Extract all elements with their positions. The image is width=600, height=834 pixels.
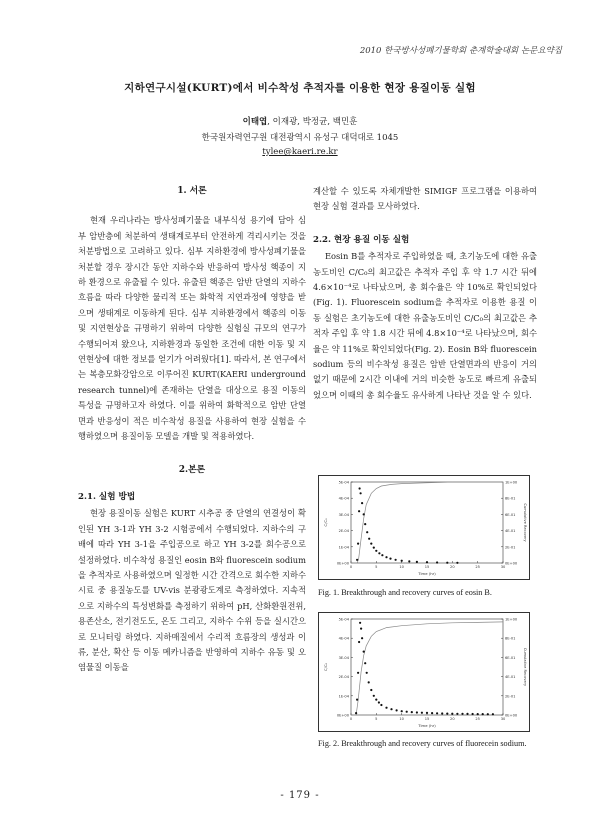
breakthrough-point (375, 550, 377, 552)
breakthrough-point (421, 712, 423, 714)
breakthrough-point (395, 559, 397, 561)
y-left-tick-label: 4E-04 (338, 496, 349, 501)
right-column (313, 184, 537, 403)
y-left-tick-label: 1E-04 (338, 545, 349, 550)
x-axis-label: Time (hr) (418, 723, 436, 728)
y-right-tick-label: 2E-01 (505, 694, 516, 699)
breakthrough-point (357, 672, 359, 674)
breakthrough-point (385, 707, 387, 709)
email-link[interactable]: tylee@kaeri.re.kr (262, 147, 338, 157)
y-left-tick-label: 1E-04 (338, 694, 349, 699)
x-tick-label: 15 (424, 717, 430, 721)
x-tick-label: 25 (475, 717, 480, 721)
affiliation: 한국원자력연구원 대전광역시 유성구 대덕대로 1045 (201, 133, 399, 143)
breakthrough-point (360, 628, 362, 630)
figure-2 (318, 612, 530, 732)
figure-2-chart (319, 613, 529, 731)
y-right-tick-label: 1E+00 (505, 617, 518, 622)
recovery-curve (351, 482, 503, 563)
y-left-tick-label: 0E+00 (336, 713, 349, 718)
breakthrough-point (357, 543, 359, 545)
y-right-tick-label: 4E-01 (505, 529, 516, 534)
x-tick-label: 25 (475, 565, 480, 569)
x-tick-label: 20 (450, 565, 455, 569)
breakthrough-point (366, 672, 368, 674)
breakthrough-point (456, 562, 458, 564)
figure-1-caption: Fig. 1. Breakthrough and recovery curves of eosin B. (318, 588, 492, 597)
author-line (0, 115, 600, 127)
y-left-tick-label: 5E-04 (338, 617, 349, 622)
proceedings-header: 2010 한국방사성폐기물학회 춘계학술대회 논문요약집 (359, 46, 562, 56)
breakthrough-point (356, 699, 358, 701)
breakthrough-point (378, 552, 380, 554)
lead-author: 이태엽 (242, 117, 268, 127)
breakthrough-point (358, 641, 360, 643)
breakthrough-point (401, 560, 403, 562)
plot-area (351, 619, 503, 715)
breakthrough-point (356, 559, 358, 561)
left-column (78, 184, 306, 676)
breakthrough-point (451, 713, 453, 715)
y-right-tick-label: 1E+00 (505, 480, 518, 485)
x-tick-label: 30 (500, 565, 506, 569)
breakthrough-point (436, 712, 438, 714)
breakthrough-point (408, 560, 410, 562)
breakthrough-point (370, 543, 372, 545)
breakthrough-point (373, 547, 375, 549)
continued-paragraph: 계산할 수 있도록 자체개발한 SIMIGF 프로그램을 이용하여 현장 실험 결과를 모사하였다. (313, 186, 537, 212)
breakthrough-point (461, 713, 463, 715)
breakthrough-point (359, 487, 361, 489)
breakthrough-point (401, 710, 403, 712)
breakthrough-point (389, 558, 391, 560)
breakthrough-point (487, 713, 489, 715)
breakthrough-point (411, 711, 413, 713)
breakthrough-point (466, 713, 468, 715)
section-1-paragraph: 현재 우리나라는 방사성폐기물을 내부식성 용기에 담아 심부 암반층에 처분하여 생태계로부터 안전하게 격리시키는 것을 처분방법으로 고려하고 있다. 심부 지하환경에 방사성폐기물을 처분할 경우 장시간 동안 지하수와 반응하여 방사성 핵종이 지하 환경으로 유출될 수 있다. 유출된 핵종은 암반 단열의 지하수 흐름을 따라 다양한 물리적 또는 화학적 지연과정에 영향을 받으며 생태계로 이동하게 된다. 심부 지하환경에서 핵종의 이동 및 지연현상을 규명하기 위하여 다양한 실험실 규모의 연구가 수행되어져 왔으나, 지하환경과 동일한 조건에 대한 이동 및 지연현상에 대한 정보를 얻기가 어려웠다[1]. 따라서, 본 연구에서는 복층모화강암으로 이루어진 KURT(KAERI underground research tunnel)에 존재하는 단열을 대상으로 용질 이동의 특성을 규명하고자 하였다. 이를 위하여 화학적으로 암반 단열면과 반응성이 적은 비수착성 용질을 사용하여 현장 실험을 수행하였으며 용질이동 모델을 개발 및 적용하였다. (78, 215, 306, 442)
breakthrough-point (456, 713, 458, 715)
x-tick-label: 0 (349, 565, 353, 569)
y-left-axis-label: C/C₀ (323, 662, 328, 672)
y-right-tick-label: 0E+00 (505, 713, 518, 718)
breakthrough-point (472, 713, 474, 715)
breakthrough-point (380, 704, 382, 706)
y-right-tick-label: 6E-01 (505, 512, 516, 517)
breakthrough-point (492, 713, 494, 715)
y-right-tick-label: 8E-01 (505, 496, 516, 501)
x-tick-label: 20 (450, 717, 455, 721)
breakthrough-point (375, 699, 377, 701)
y-right-tick-label: 8E-01 (505, 636, 516, 641)
y-left-tick-label: 2E-04 (338, 675, 349, 680)
x-tick-label: 0 (349, 717, 353, 721)
x-tick-label: 5 (375, 565, 378, 569)
breakthrough-point (406, 711, 408, 713)
breakthrough-point (431, 712, 433, 714)
breakthrough-point (355, 712, 357, 714)
page-number: - 179 - (280, 790, 320, 801)
figure-1 (318, 475, 530, 580)
y-left-tick-label: 0E+00 (336, 561, 349, 566)
breakthrough-point (366, 531, 368, 533)
breakthrough-point (482, 713, 484, 715)
breakthrough-point (446, 713, 448, 715)
figure-2-caption: Fig. 2. Breakthrough and recovery curves of fluorecein sodium. (318, 739, 527, 748)
breakthrough-point (446, 562, 448, 564)
y-right-tick-label: 6E-01 (505, 655, 516, 660)
y-left-tick-label: 2E-04 (338, 529, 349, 534)
y-right-tick-label: 2E-01 (505, 545, 516, 550)
breakthrough-point (381, 554, 383, 556)
y-right-tick-label: 0E+00 (505, 561, 518, 566)
breakthrough-point (396, 709, 398, 711)
subsection-2-1-title: 2.1. 실험 방법 (78, 491, 136, 502)
breakthrough-point (416, 561, 418, 563)
x-tick-label: 10 (399, 717, 404, 721)
breakthrough-point (436, 561, 438, 563)
y-right-axis-label: Cumulative Recovery (523, 647, 527, 687)
breakthrough-point (390, 708, 392, 710)
section-2-title: 2.본론 (178, 464, 206, 475)
breakthrough-point (361, 502, 363, 504)
breakthrough-point (426, 561, 428, 563)
breakthrough-point (358, 510, 360, 512)
x-tick-label: 15 (424, 565, 430, 569)
plot-area (351, 482, 503, 563)
breakthrough-point (477, 713, 479, 715)
x-axis-label: Time (hr) (418, 571, 436, 576)
section-1-title: 1. 서론 (177, 186, 207, 196)
y-left-tick-label: 4E-04 (338, 636, 349, 641)
x-tick-label: 5 (375, 717, 378, 721)
y-left-tick-label: 5E-04 (338, 480, 349, 485)
x-tick-label: 30 (500, 717, 506, 721)
subsection-2-2-paragraph: Eosin B를 추적자로 주입하였을 때, 초기농도에 대한 유출농도비인 C/C₀의 최고값은 추적자 주입 후 약 1.7 시간 뒤에 4.6×10⁻⁴로 나타났으며, 총 회수율은 약 10%로 확인되었다(Fig. 1). Fluorescein sodium을 추적자로 이용한 용질 이동 실험은 초기농도에 대한 유출농도비인 C/C₀의 최고값은 추적자 주입 후 약 1.8 시간 뒤에 4.8×10⁻⁴로 나타났으며, 회수율은 약 11%로 확인되었다(Fig. 2). Eosin B와 fluorescein sodium 등의 비수착성 용질은 암반 단열면과의 반응이 거의 없기 때문에 2시간 이내에 거의 비슷한 농도로 빠르게 유출되었으며 이때의 총 회수율도 유사하게 나타난 것을 알 수 있다. (313, 251, 537, 400)
breakthrough-point (363, 513, 365, 515)
paper-title: 지하연구시설(KURT)에서 비수착성 추적자를 이용한 현장 용질이동 실험 (124, 82, 476, 94)
co-authors: , 이재광, 박정균, 백민훈 (267, 117, 358, 127)
x-tick-label: 10 (399, 565, 404, 569)
breakthrough-point (364, 523, 366, 525)
breakthrough-point (359, 622, 361, 624)
breakthrough-point (370, 689, 372, 691)
breakthrough-point (441, 712, 443, 714)
y-left-tick-label: 3E-04 (338, 512, 349, 517)
recovery-curve (351, 622, 503, 715)
breakthrough-point (426, 712, 428, 714)
breakthrough-point (385, 556, 387, 558)
figure-1-chart (319, 476, 529, 579)
breakthrough-point (361, 637, 363, 639)
y-left-tick-label: 3E-04 (338, 655, 349, 660)
breakthrough-point (360, 492, 362, 494)
breakthrough-point (368, 538, 370, 540)
y-left-axis-label: C/C₀ (323, 518, 328, 527)
y-right-tick-label: 4E-01 (505, 675, 516, 680)
breakthrough-point (378, 701, 380, 703)
breakthrough-point (364, 662, 366, 664)
breakthrough-point (373, 695, 375, 697)
subsection-2-1-paragraph: 현장 용질이동 실험은 KURT 시추공 중 단열의 연결성이 확인된 YH 3-1과 YH 3-2 시험공에서 수행되었다. 지하수의 구배에 따라 YH 3-1을 주입공으로 하고 YH 3-2를 회수공으로 설정하였다. 비수착성 용질인 eosin B와 fluorescein sodium을 추적자로 사용하였으며 일정한 시간 간격으로 회수한 지하수 시료 중 용질농도를 UV-vis 분광광도계로 측정하였다. 지속적으로 지하수의 특성변화를 측정하기 위하여 pH, 산화환원전위, 용존산소, 전기전도도, 온도 그리고, 지하수 수위 등을 실시간으로 모니터링 하였다. 지하매질에서 수리적 흐름장의 생성과 이류, 분산, 확산 등 이동 메카니즘을 반영하여 지하수 유동 및 오염물질 이동을 (78, 508, 306, 673)
breakthrough-point (416, 711, 418, 713)
breakthrough-point (368, 681, 370, 683)
breakthrough-point (363, 651, 365, 653)
y-right-axis-label: Cumulative Recovery (523, 503, 527, 542)
subsection-2-2-title: 2.2. 현장 용질 이동 실험 (313, 234, 410, 245)
